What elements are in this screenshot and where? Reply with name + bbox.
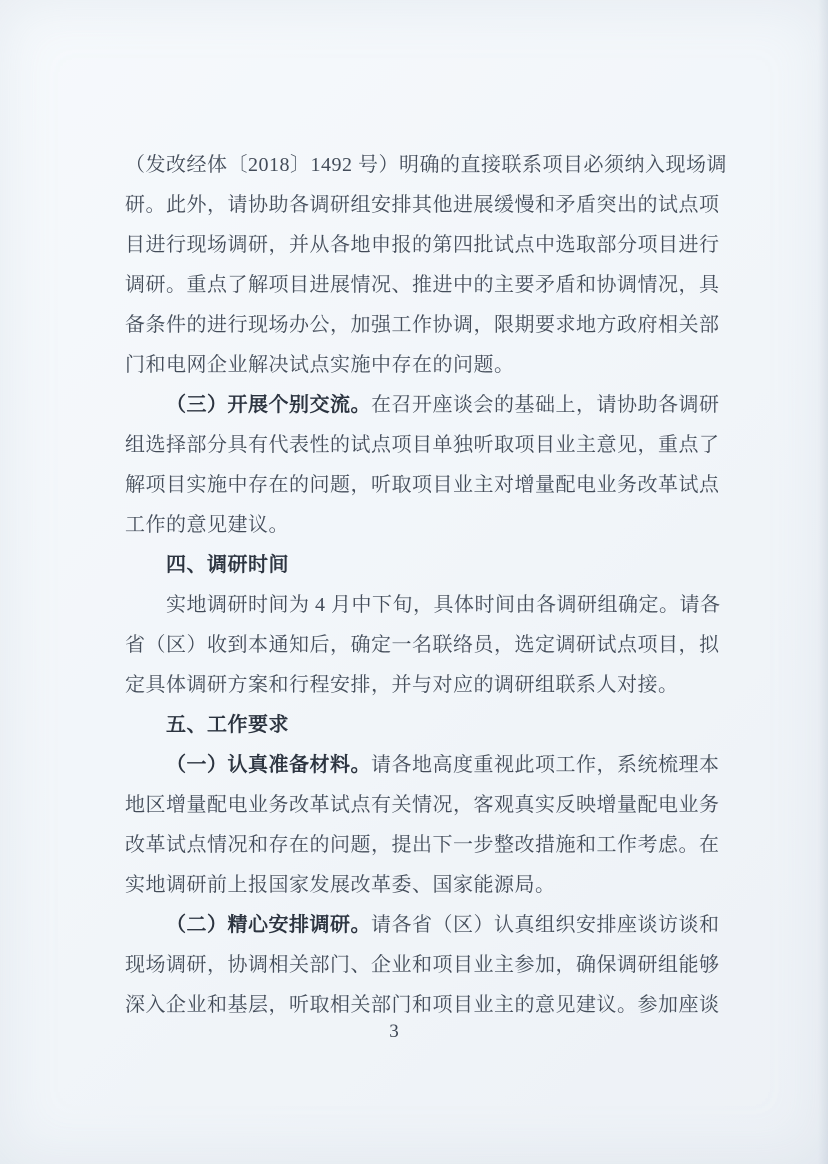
text-line <box>125 585 721 625</box>
line-text: 门和电网企业解决试点实施中存在的问题。 <box>125 354 515 376</box>
line-text: 调研。重点了解项目进展情况、推进中的主要矛盾和协调情况，具 <box>125 274 720 296</box>
section-heading-text: 五、工作要求 <box>166 714 289 736</box>
line-text: 现场调研，协调相关部门、企业和项目业主参加，确保调研组能够 <box>125 954 720 976</box>
document-lines <box>125 145 727 1025</box>
line-text: 解项目实施中存在的问题，听取项目业主对增量配电业务改革试点 <box>125 474 720 496</box>
bold-lead-in: （二）精心安排调研。 <box>166 914 371 936</box>
line-text: 研。此外，请协助各调研组安排其他进展缓慢和矛盾突出的试点项 <box>125 194 720 216</box>
section-heading <box>125 545 717 585</box>
line-text: 请各地高度重视此项工作，系统梳理本 <box>371 754 720 776</box>
text-line <box>125 305 720 345</box>
line-text: （发改经体〔2018〕1492 号）明确的直接联系项目必须纳入现场调 <box>125 154 727 176</box>
line-text: 省（区）收到本通知后，确定一名联络员，选定调研试点项目，拟 <box>125 634 720 656</box>
line-text: 备条件的进行现场办公，加强工作协调，限期要求地方政府相关部 <box>125 314 720 336</box>
text-line <box>125 665 717 705</box>
line-text: 深入企业和基层，听取相关部门和项目业主的意见建议。参加座谈 <box>125 994 720 1016</box>
line-text: 地区增量配电业务改革试点有关情况，客观真实反映增量配电业务 <box>125 794 720 816</box>
line-text: 目进行现场调研，并从各地申报的第四批试点中选取部分项目进行 <box>125 234 720 256</box>
text-line <box>125 145 727 185</box>
section-heading-text: 四、调研时间 <box>166 554 289 576</box>
bold-lead-in: （三）开展个别交流。 <box>166 394 371 416</box>
text-line <box>125 945 720 985</box>
line-text: 组选择部分具有代表性的试点项目单独听取项目业主意见，重点了 <box>125 434 720 456</box>
text-line <box>125 865 717 905</box>
text-line <box>125 905 720 945</box>
text-line <box>125 345 717 385</box>
text-line <box>125 785 720 825</box>
line-text: 定具体调研方案和行程安排，并与对应的调研组联系人对接。 <box>125 674 679 696</box>
text-line <box>125 265 720 305</box>
line-text: 在召开座谈会的基础上，请协助各调研 <box>371 394 720 416</box>
text-line <box>125 745 720 785</box>
text-line <box>125 825 720 865</box>
bold-lead-in: （一）认真准备材料。 <box>166 754 371 776</box>
section-heading <box>125 705 717 745</box>
text-line <box>125 625 720 665</box>
page-number: 3 <box>389 1021 399 1042</box>
text-line <box>125 185 720 225</box>
text-line <box>125 465 720 505</box>
text-line <box>125 225 720 265</box>
text-line <box>125 425 720 465</box>
text-line <box>125 385 720 425</box>
text-line <box>125 505 717 545</box>
line-text: 改革试点情况和存在的问题，提出下一步整改措施和工作考虑。在 <box>125 834 720 856</box>
line-text: 工作的意见建议。 <box>125 514 289 536</box>
line-text: 实地调研时间为 4 月中下旬，具体时间由各调研组确定。请各 <box>166 594 721 616</box>
line-text: 请各省（区）认真组织安排座谈访谈和 <box>371 914 720 936</box>
line-text: 实地调研前上报国家发展改革委、国家能源局。 <box>125 874 556 896</box>
